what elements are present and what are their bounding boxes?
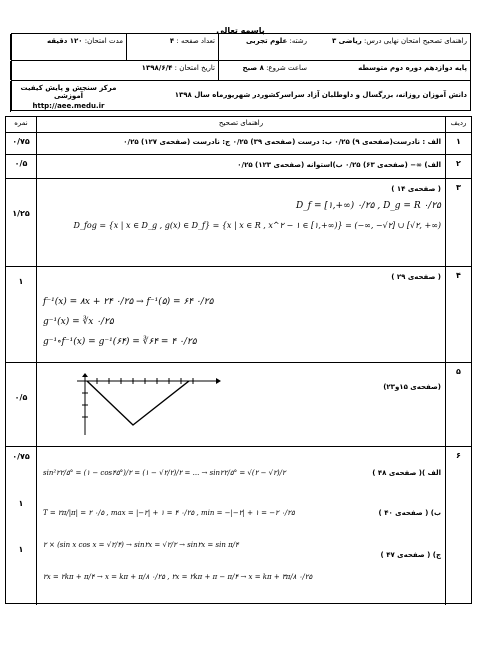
math-line: ۲ × (sin x cos x = √۲/۴) → sin۲x = √۲/۲ → sin۲x = sin π/۴ — [43, 541, 239, 549]
header-score: نمره — [6, 117, 37, 132]
header-guide: راهنمای تصحیح — [218, 119, 264, 127]
duration-label: مدت امتحان: — [84, 37, 123, 45]
guide-title: راهنمای تصحیح امتحان نهایی درس: — [364, 37, 467, 45]
field-label: رشته: — [289, 37, 307, 45]
students-text: دانش آموزان روزانه، بزرگسال و داوطلبان آزاد سراسرکشوردر — [252, 91, 467, 99]
month-year: شهریورماه سال ۱۳۹۸ — [174, 91, 251, 99]
part-a-label: الف )( صفحه‌ی ۴۸ ) — [372, 469, 441, 477]
subject: ریاضی ۳ — [331, 37, 362, 45]
field-value: علوم تجربی — [245, 37, 288, 45]
row-text: الف : نادرست(صفحه‌ی ۹) ۰/۲۵ ب: درست (صفحه‌ی ۳۹) ۰/۲۵ ج: نادرست (صفحه‌ی ۱۲۷) ۰/۲۵ — [123, 138, 441, 146]
basmala-title: باسمه تعالی — [216, 26, 265, 35]
exam-header — [11, 33, 471, 111]
row-number: ۵ — [445, 363, 471, 446]
row-score: ۱ — [6, 267, 37, 362]
date-label: تاریخ امتحان : — [174, 64, 215, 72]
page-reference: ( صفحه‌ی ۱۴ ) — [391, 185, 441, 193]
duration-value: ۱۲۰ دقیقه — [46, 37, 83, 45]
math-line: T = ۲π/|π| = ۲ ۰/۵ , max = |−۲| + ۱ = ۴ ۰/۲۵ , min = −|−۲| + ۱ = −۲ ۰/۲۵ — [43, 509, 295, 517]
math-line: g⁻¹∘f⁻¹(x) = g⁻¹(۶۴) = ∛۶۴ = ۴ ۰/۲۵ — [43, 337, 197, 347]
part-b-label: ب) ( صفحه‌ی ۴۰ ) — [378, 509, 441, 517]
math-line: ۲x = ۲kπ + π/۴ → x = kπ + π/۸ ۰/۲۵ , ۲x = ۲kπ + π − π/۴ → x = kπ + ۳π/۸ ۰/۲۵ — [43, 573, 313, 581]
grade: پایه دوازدهم دوره دوم متوسطه — [358, 64, 467, 72]
table-row — [6, 133, 471, 155]
piecewise-graph — [71, 373, 221, 435]
row-number: ۲ — [445, 155, 471, 178]
row-score: ۰/۷۵ — [12, 452, 30, 461]
table-row — [6, 267, 471, 363]
page-reference: ( صفحه‌ی ۲۹ ) — [391, 273, 441, 281]
row-number: ۳ — [445, 179, 471, 266]
website: http://aee.medu.ir — [32, 102, 105, 110]
math-line: g⁻¹(x) = ∛x ۰/۲۵ — [43, 317, 114, 327]
row-score: ۱ — [18, 545, 24, 554]
math-line: sin²۲۲/۵° = (۱ − cos۴۵°)/۲ = (۱ − √۲/۲)/۲ = ... → sin۲۲/۵° = √(۲ − √۲)/۲ — [43, 469, 286, 477]
answer-table — [5, 116, 472, 604]
part-c-label: ج) ( صفحه‌ی ۴۷ ) — [380, 551, 441, 559]
row-score: ۰/۷۵ — [6, 133, 37, 154]
row-number: ۱ — [445, 133, 471, 154]
row-text: الف) ∞− (صفحه‌ی ۶۳) ۰/۲۵ ب)استوانه (صفحه‌ی ۱۲۳) ۰/۲۵ — [237, 161, 441, 169]
row-score: ۰/۵ — [6, 363, 37, 446]
row-score: ۱ — [18, 499, 24, 508]
math-line: D_f = [۱,+∞) ۰/۲۵ , D_g = R ۰/۲۵ — [296, 201, 441, 211]
start-label: ساعت شروع: — [266, 64, 307, 72]
table-row — [6, 447, 471, 605]
row-score: ۰/۵ — [6, 155, 37, 178]
start-value: ۸ صبح — [242, 64, 264, 72]
row-number: ۴ — [445, 267, 471, 362]
pages-label: تعداد صفحه : — [176, 37, 215, 45]
center-name: مرکز سنجش و پایش کیفیت آموزشی — [20, 84, 117, 100]
row-number: ۶ — [445, 447, 471, 605]
table-header-row — [6, 117, 471, 133]
page-reference: (صفحه‌ی ۱۵و۲۳) — [383, 383, 441, 391]
row-score: ۱/۲۵ — [6, 179, 37, 266]
table-row — [6, 363, 471, 447]
table-row — [6, 155, 471, 179]
row-score-column — [6, 447, 37, 605]
pages-value: ۴ — [169, 37, 175, 45]
header-num: ردیف — [445, 117, 471, 132]
table-row — [6, 179, 471, 267]
math-line: D_fog = {x | x ∈ D_g , g(x) ∈ D_f} = {x | x ∈ R , x^۲ − ۱ ∈ [۱,+∞)} = (−∞, −√۲] ∪ [√۲, +∞) — [73, 221, 441, 230]
math-line: f⁻¹(x) = ۸x + ۲۴ ۰/۲۵ → f⁻¹(۵) = ۶۴ ۰/۲۵ — [43, 297, 214, 307]
date-value: ۱۳۹۸/۶/۴ — [141, 64, 173, 72]
